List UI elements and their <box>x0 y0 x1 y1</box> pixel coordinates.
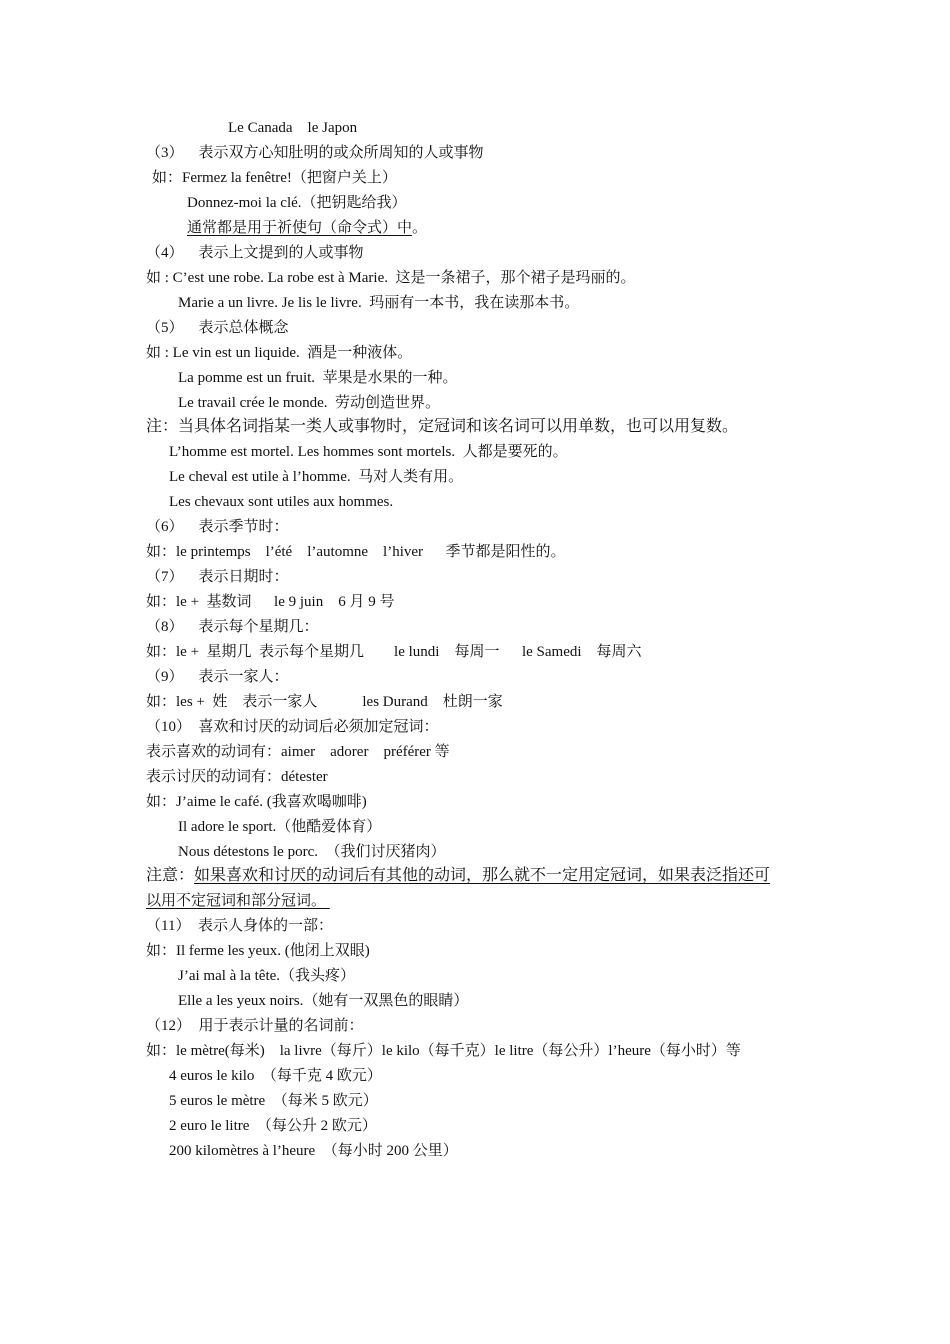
section-9-example: 如：les + 姓 表示一家人 les Durand 杜朗一家 <box>146 694 503 710</box>
section-3-note-period: 。 <box>412 220 428 236</box>
section-11-example-1: 如：Il ferme les yeux. (他闭上双眼) <box>146 943 370 959</box>
section-6-heading: （6） 表示季节时： <box>146 519 289 535</box>
section-10-note-label: 注意： <box>146 867 195 884</box>
section-4-example-2: Marie a un livre. Je lis le livre. 玛丽有一本书，我在读那本书。 <box>178 295 580 311</box>
section-10-heading: （10） 喜欢和讨厌的动词后必须加定冠词： <box>146 719 439 735</box>
section-5-note-example-2: Le cheval est utile à l’homme. 马对人类有用。 <box>169 469 464 485</box>
section-5-heading: （5） 表示总体概念 <box>146 320 289 336</box>
section-9-heading: （9） 表示一家人： <box>146 669 289 685</box>
section-11-heading: （11） 表示人身体的一部： <box>146 918 333 934</box>
section-10-example-2: Il adore le sport.（他酷爱体育） <box>178 819 382 835</box>
section-10-like-verbs: 表示喜欢的动词有：aimer adorer préférer 等 <box>146 744 450 760</box>
section-11-example-3: Elle a les yeux noirs.（她有一双黑色的眼睛） <box>178 993 469 1009</box>
section-6-example: 如：le printemps l’été l’automne l’hiver 季节都是阳性的。 <box>146 544 566 560</box>
section-11-example-2: J’ai mal à la tête.（我头疼） <box>178 968 356 984</box>
example-countries: Le Canada le Japon <box>228 120 358 136</box>
section-10-note <box>146 866 770 886</box>
section-5-example-1: 如 : Le vin est un liquide. 酒是一种液体。 <box>146 345 413 361</box>
section-8-example: 如：le + 星期几 表示每个星期几 le lundi 每周一 le Samedi 每周六 <box>146 644 642 660</box>
section-12-example-4: 200 kilomètres à l’heure （每小时 200 公里） <box>169 1143 458 1159</box>
section-5-note-example-3: Les chevaux sont utiles aux hommes. <box>169 494 394 510</box>
section-4-example-1: 如 : C’est une robe. La robe est à Marie. 这是一条裙子，那个裙子是玛丽的。 <box>146 270 636 286</box>
section-12-units: 如：le mètre(每米) la livre（每斤）le kilo（每千克）le litre（每公升）l’heure（每小时）等 <box>146 1043 741 1059</box>
section-12-heading: （12） 用于表示计量的名词前： <box>146 1018 364 1034</box>
section-3-example-2: Donnez-moi la clé.（把钥匙给我） <box>187 195 407 211</box>
section-3-note-underlined: 通常都是用于祈使句（命令式）中 <box>187 220 413 236</box>
section-10-dislike-verbs: 表示讨厌的动词有：détester <box>146 769 328 785</box>
section-5-note: 注：当具体名词指某一类人或事物时，定冠词和该名词可以用单数，也可以用复数。 <box>146 418 739 435</box>
section-12-example-3: 2 euro le litre （每公升 2 欧元） <box>169 1118 377 1134</box>
section-3-heading: （3） 表示双方心知肚明的或众所周知的人或事物 <box>146 145 484 161</box>
section-5-note-example-1: L’homme est mortel. Les hommes sont mortels. 人都是要死的。 <box>169 444 568 460</box>
section-5-example-2: La pomme est un fruit. 苹果是水果的一种。 <box>178 370 458 386</box>
section-3-example-1: 如：Fermez la fenêtre!（把窗户关上） <box>152 170 397 186</box>
section-7-heading: （7） 表示日期时： <box>146 569 289 585</box>
section-10-note-underlined: 如果喜欢和讨厌的动词后有其他的动词，那么就不一定用定冠词，如果表泛指还可 <box>194 867 771 884</box>
section-10-example-3: Nous détestons le porc. （我们讨厌猪肉） <box>178 844 446 860</box>
section-7-example: 如：le + 基数词 le 9 juin 6 月 9 号 <box>146 594 395 610</box>
section-4-heading: （4） 表示上文提到的人或事物 <box>146 245 364 261</box>
section-10-example-1: 如：J’aime le café. (我喜欢喝咖啡) <box>146 794 367 810</box>
section-10-note-continued <box>146 891 330 911</box>
section-12-example-2: 5 euros le mètre （每米 5 欧元） <box>169 1093 378 1109</box>
section-8-heading: （8） 表示每个星期几： <box>146 619 319 635</box>
section-3-note <box>187 218 427 238</box>
section-10-note-continued-underlined: 以用不定冠词和部分冠词。 <box>146 893 330 909</box>
section-12-example-1: 4 euros le kilo （每千克 4 欧元） <box>169 1068 382 1084</box>
section-5-example-3: Le travail crée le monde. 劳动创造世界。 <box>178 395 441 411</box>
